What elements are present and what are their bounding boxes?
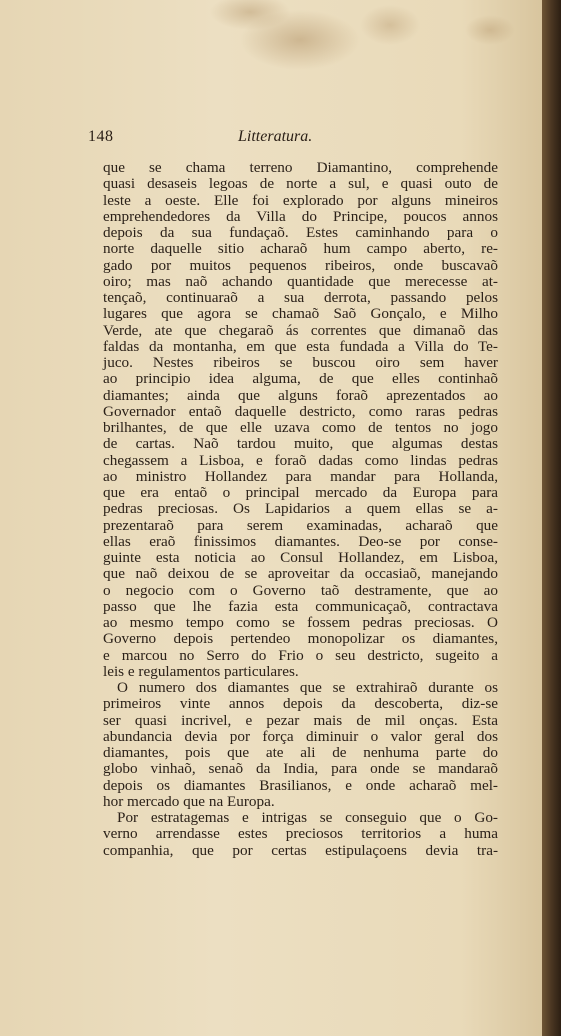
text-line: pedras preciosas. Os Lapidarios a quem ellas se a- xyxy=(103,500,498,518)
text-line: faldas da montanha, em que esta fundada a Villa do Te- xyxy=(103,337,498,355)
page-header xyxy=(88,128,498,150)
text-line: diamantes, pois que ate ali de nenhuma parte do xyxy=(103,744,498,761)
text-line: guinte esta noticia ao Consul Hollandez, em Lisboa, xyxy=(103,549,498,566)
text-line: tençaõ, continuaraõ a sua derrota, passando pelos xyxy=(103,289,498,306)
text-line: oiro; mas naõ achando quantidade que merecesse at- xyxy=(103,272,498,290)
text-line: emprehendedores da Villa do Principe, poucos annos xyxy=(103,207,498,225)
text-line: ser quasi incrivel, e pezar mais de mil onças. Esta xyxy=(103,711,498,729)
text-line: o negocio com o Governo taõ destramente, que ao xyxy=(103,581,498,599)
text-line: ellas eraõ finissimos diamantes. Deo-se por conse- xyxy=(103,532,498,550)
text-line: hor mercado que na Europa. xyxy=(103,792,275,810)
text-line: companhia, que por certas estipulaçoens devia tra- xyxy=(103,841,498,859)
book-gutter xyxy=(542,0,561,1036)
text-line: primeiros vinte annos depois da descoberta, diz-se xyxy=(103,695,498,713)
text-line: ao mesmo tempo como se fossem pedras preciosas. O xyxy=(103,614,498,631)
text-line: que era entaõ o principal mercado da Europa para xyxy=(103,484,498,501)
running-title: Litteratura. xyxy=(238,128,313,145)
text-line: ao principio idea alguma, de que elles continhaõ xyxy=(103,370,498,388)
text-line: depois da sua fundaçaõ. Estes caminhando para o xyxy=(103,224,498,241)
body-text xyxy=(103,160,498,859)
text-line: diamantes; ainda que alguns foraõ aprezentados ao xyxy=(103,386,498,404)
text-line: O numero dos diamantes que se extrahiraõ durante os xyxy=(117,679,498,696)
page-number: 148 xyxy=(88,128,114,145)
text-line: brilhantes, de que elle uzava como de tentos no jogo xyxy=(103,419,498,436)
text-line: Verde, ate que chegaraõ ás correntes que dimanaõ das xyxy=(103,321,498,339)
text-line: ao ministro Hollandez para mandar para Hollanda, xyxy=(103,467,498,485)
text-line: gado por muitos pequenos ribeiros, onde buscavaõ xyxy=(103,256,498,274)
text-line: Por estratagemas e intrigas se conseguio que o Go- xyxy=(117,809,498,826)
text-line: norte daquelle sitio acharaõ hum campo aberto, re- xyxy=(103,240,498,258)
text-line: verno arrendasse estes preciosos territorios a huma xyxy=(103,825,498,843)
text-line: Governador entaõ daquelle destricto, como raras pedras xyxy=(103,402,498,420)
text-line: Governo depois pertendeo monopolizar os diamantes, xyxy=(103,630,498,648)
text-line: leste a oeste. Elle foi explorado por alguns mineiros xyxy=(103,191,498,209)
text-line: lugares que agora se chamaõ Saõ Gonçalo, e Milho xyxy=(103,305,498,323)
text-line: juco. Nestes ribeiros se buscou oiro sem haver xyxy=(103,354,498,371)
text-line: de cartas. Naõ tardou muito, que algumas destas xyxy=(103,435,498,453)
text-line: e marcou no Serro do Frio o seu destricto, sugeito a xyxy=(103,646,498,664)
text-line: prezentaraõ para serem examinadas, acharaõ que xyxy=(103,516,498,534)
text-line: quasi desaseis legoas de norte a sul, e quasi outo de xyxy=(103,175,498,193)
text-line: que se chama terreno Diamantino, comprehende xyxy=(103,159,498,176)
text-line: passo que lhe fazia esta communicaçaõ, contractava xyxy=(103,597,498,615)
text-line: leis e regulamentos particulares. xyxy=(103,662,299,680)
text-line: depois os diamantes Brasilianos, e onde acharaõ mel- xyxy=(103,776,498,794)
text-line: chegassem a Lisboa, e foraõ dadas como lindas pedras xyxy=(103,451,498,469)
text-line: que naõ deixou de se aproveitar da occasiaõ, manejando xyxy=(103,565,498,583)
text-line: abundancia devia por força diminuir o valor geral dos xyxy=(103,727,498,745)
text-line: globo vinhaõ, senaõ da India, para onde se mandaraõ xyxy=(103,760,498,778)
